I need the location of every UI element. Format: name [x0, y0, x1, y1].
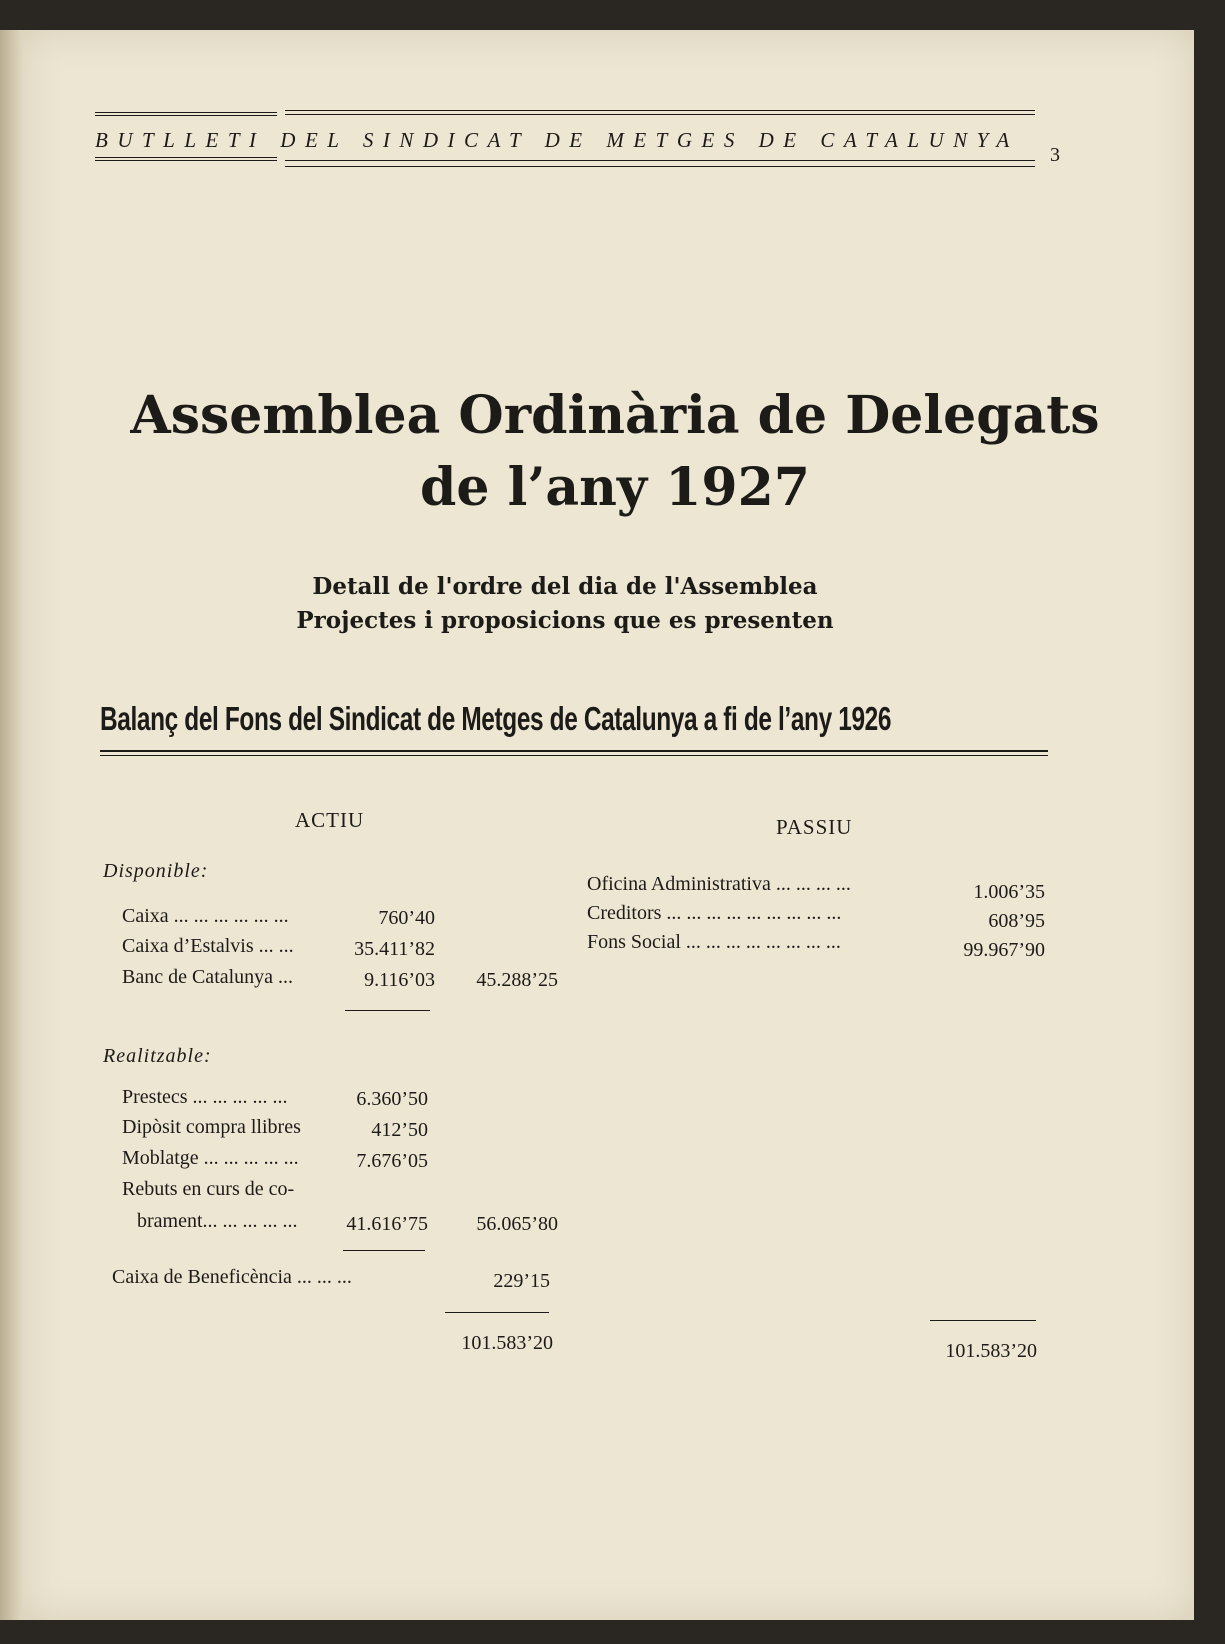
passiu-row-value: 99.967’90 — [963, 939, 1045, 961]
passiu-row-label: Fons Social ... ... ... ... ... ... ... ... — [587, 931, 841, 953]
header-rule-bottom-right-2 — [285, 166, 1035, 167]
actiu-grand-total: 101.583’20 — [461, 1332, 553, 1354]
actiu-row-value: 35.411’82 — [354, 938, 435, 960]
passiu-row-label: Creditors ... ... ... ... ... ... ... ... ... — [587, 902, 842, 924]
total-rule — [445, 1312, 549, 1313]
header-rule-bottom-left — [95, 157, 277, 158]
passiu-heading: PASSIU — [776, 815, 853, 839]
actiu-row-value: 7.676’05 — [356, 1150, 428, 1172]
subtitle-line-1: Detall de l'ordre del dia de l'Assemblea — [312, 573, 818, 600]
header-rule-top-right-2 — [285, 114, 1035, 115]
actiu-row-label: Caixa ... ... ... ... ... ... — [122, 905, 289, 927]
total-rule — [930, 1320, 1036, 1321]
page-number: 3 — [1050, 144, 1060, 166]
balance-rule-thin — [100, 755, 1048, 756]
actiu-row-label: Dipòsit compra llibres — [122, 1116, 301, 1138]
header-rule-top-left-2 — [95, 115, 277, 116]
actiu-row-value: 41.616’75 — [346, 1213, 428, 1235]
header-rule-bottom-left-2 — [95, 160, 277, 161]
actiu-row-value: 412’50 — [371, 1119, 428, 1141]
passiu-grand-total: 101.583’20 — [945, 1340, 1037, 1362]
header-rule-bottom-right — [285, 160, 1035, 161]
header-rule-top-right — [285, 110, 1035, 111]
realitzable-label: Realitzable: — [103, 1045, 212, 1067]
actiu-row-value: 760’40 — [378, 907, 435, 929]
actiu-row-label: Prestecs ... ... ... ... ... — [122, 1086, 288, 1108]
actiu-row-value: 9.116’03 — [364, 969, 435, 991]
actiu-row-value: 6.360’50 — [356, 1088, 428, 1110]
document-page — [22, 30, 1194, 1620]
disponible-label: Disponible: — [103, 860, 209, 882]
subtitle — [260, 570, 870, 638]
disponible-total: 45.288’25 — [476, 969, 558, 991]
realitzable-total: 56.065’80 — [476, 1213, 558, 1235]
actiu-row-label: Banc de Catalunya ... — [122, 966, 294, 988]
title-line-2: de l’any 1927 — [420, 457, 810, 518]
page-title — [60, 380, 1170, 524]
beneficencia-label: Caixa de Beneficència ... ... ... — [112, 1266, 352, 1288]
running-header — [95, 82, 1060, 166]
actiu-row-label: brament... ... ... ... ... — [137, 1210, 298, 1232]
subtotal-rule — [345, 1010, 430, 1011]
header-rule-top-left — [95, 112, 277, 113]
title-line-1: Assemblea Ordinària de Delegats — [130, 385, 1100, 446]
subtotal-rule — [343, 1250, 425, 1251]
passiu-row-value: 608’95 — [988, 910, 1045, 932]
actiu-row-label: Moblatge ... ... ... ... ... — [122, 1147, 299, 1169]
actiu-row-label: Caixa d’Estalvis ... ... — [122, 935, 294, 957]
balance-title: Balanç del Fons del Sindicat de Metges de Catalunya a fi de l’any 1926 — [100, 700, 892, 737]
header-title: BUTLLETI DEL SINDICAT DE METGES DE CATALUNYA — [95, 128, 1019, 152]
passiu-row-value: 1.006’35 — [973, 881, 1045, 903]
subtitle-line-2: Projectes i proposicions que es presenten — [296, 607, 834, 634]
balance-rule — [100, 750, 1048, 752]
actiu-row-label: Rebuts en curs de co- — [122, 1178, 295, 1200]
beneficencia-value: 229’15 — [493, 1270, 550, 1292]
actiu-heading: ACTIU — [295, 808, 365, 832]
passiu-row-label: Oficina Administrativa ... ... ... ... — [587, 873, 851, 895]
